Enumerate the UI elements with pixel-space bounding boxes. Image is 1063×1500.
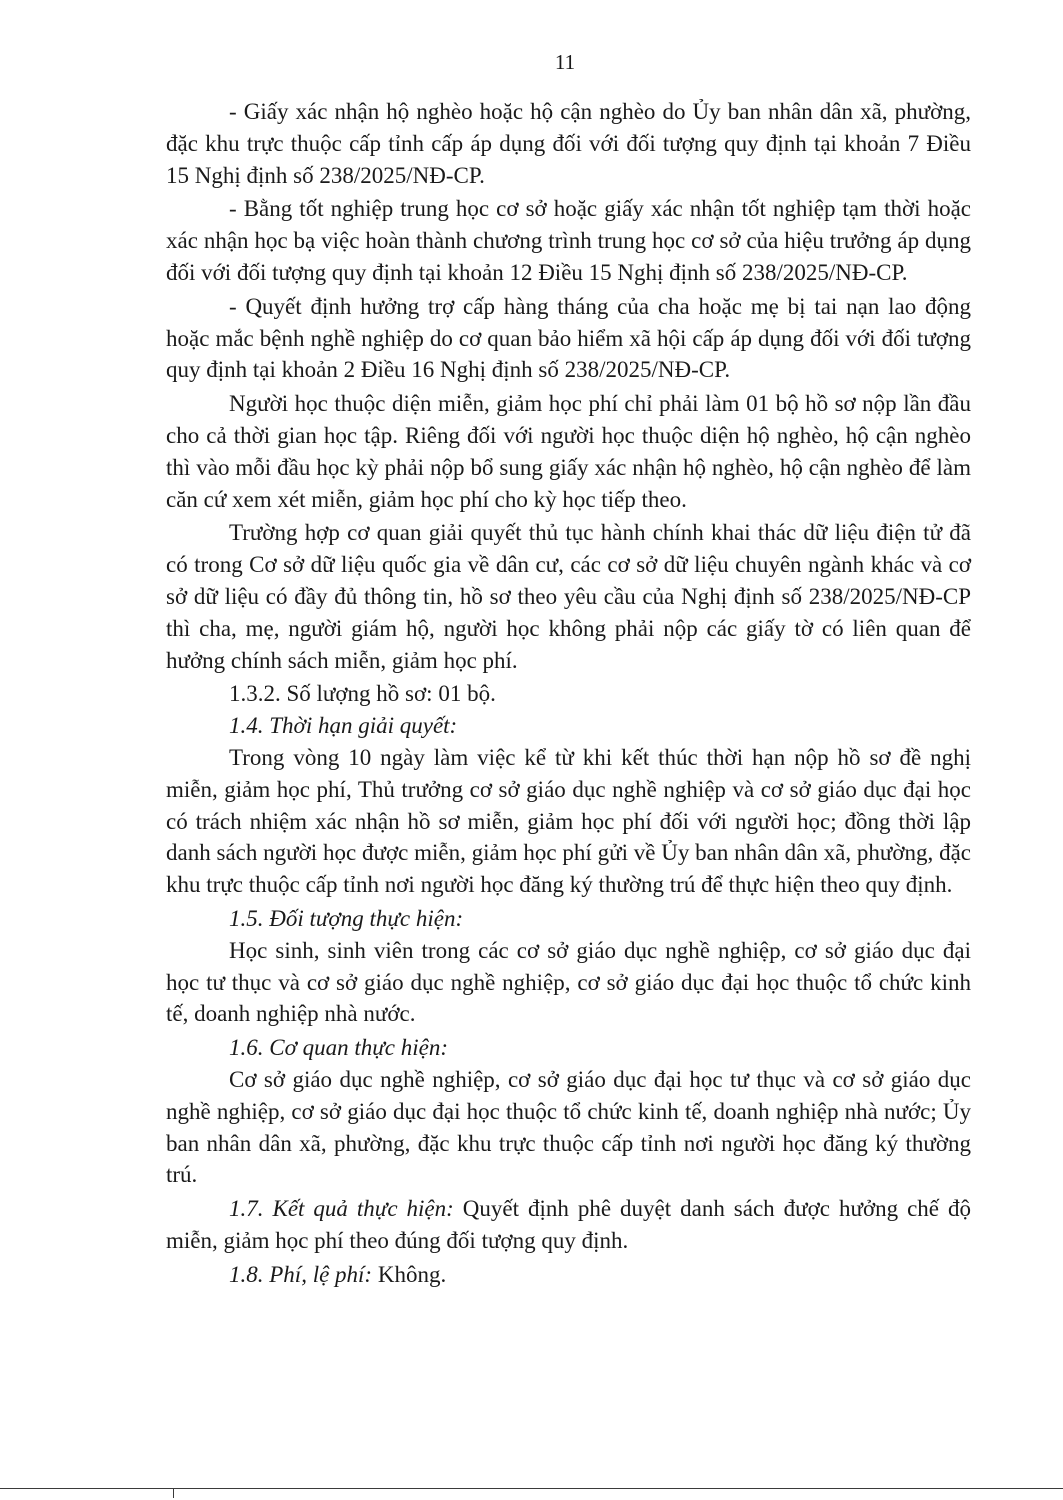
document-body <box>166 96 971 1290</box>
footer-rule <box>0 1488 1063 1489</box>
section-body-processing-time: Trong vòng 10 ngày làm việc kể từ khi kết thúc thời hạn nộp hồ sơ đề nghị miễn, giảm học phí, Thủ trưởng cơ sở giáo dục nghề nghiệp và cơ sở giáo dục đại học có trách nhiệm xác nhận hồ sơ miễn, giảm học phí đối với người học; đồng thời lập danh sách người học được miễn, giảm học phí gửi về Ủy ban nhân dân xã, phường, đặc khu trực thuộc cấp tỉnh nơi người học đăng ký thường trú để thực hiện theo quy định. <box>166 744 971 898</box>
paragraph-dossier-count: 1.3.2. Số lượng hồ sơ: 01 bộ. <box>229 681 496 707</box>
section-heading-agency: 1.6. Cơ quan thực hiện: <box>229 1035 449 1061</box>
section-heading-processing-time: 1.4. Thời hạn giải quyết: <box>229 713 458 739</box>
section-body-agency: Cơ sở giáo dục nghề nghiệp, cơ sở giáo dục đại học tư thục và cơ sở giáo dục nghề nghiệp, cơ sở giáo dục đại học thuộc tổ chức kinh tế, doanh nghiệp nhà nước; Ủy ban nhân dân xã, phường, đặc khu trực thuộc cấp tỉnh nơi người học đăng ký thường trú. <box>166 1066 971 1188</box>
section-body-result: Quyết định phê duyệt danh sách được hưởng chế độ miễn, giảm học phí theo đúng đối tượng quy định. <box>166 1196 971 1253</box>
section-body-fees: Không. <box>372 1261 447 1287</box>
paragraph-allowance-decision: - Quyết định hưởng trợ cấp hàng tháng của cha hoặc mẹ bị tai nạn lao động hoặc mắc bệnh nghề nghiệp do cơ quan bảo hiểm xã hội cấp áp dụng đối với đối tượng quy định tại khoản 2 Điều 16 Nghị định số 238/2025/NĐ-CP. <box>166 293 971 383</box>
section-heading-fees: 1.8. Phí, lệ phí: <box>229 1261 373 1287</box>
section-fees <box>166 1259 971 1291</box>
section-result <box>166 1193 971 1257</box>
paragraph-poverty-certificate: - Giấy xác nhận hộ nghèo hoặc hộ cận nghèo do Ủy ban nhân dân xã, phường, đặc khu trực thuộc cấp tỉnh cấp áp dụng đối với đối tượng quy định tại khoản 7 Điều 15 Nghị định số 238/2025/NĐ-CP. <box>166 99 971 188</box>
paragraph-electronic-data: Trường hợp cơ quan giải quyết thủ tục hành chính khai thác dữ liệu điện tử đã có trong Cơ sở dữ liệu quốc gia về dân cư, các cơ sở dữ liệu chuyên ngành khác và cơ sở dữ liệu có đầy đủ thông tin, hồ sơ theo yêu cầu của Nghị định số 238/2025/NĐ-CP thì cha, mẹ, người giám hộ, người học không phải nộp các giấy tờ có liên quan để hưởng chính sách miễn, giảm học phí. <box>166 520 971 673</box>
paragraph-diploma: - Bằng tốt nghiệp trung học cơ sở hoặc giấy xác nhận tốt nghiệp tạm thời hoặc xác nhận học bạ việc hoàn thành chương trình trung học cơ sở của hiệu trưởng áp dụng đối với đối tượng quy định tại khoản 12 Điều 15 Nghị định số 238/2025/NĐ-CP. <box>166 196 971 285</box>
paragraph-dossier-once: Người học thuộc diện miễn, giảm học phí chỉ phải làm 01 bộ hồ sơ nộp lần đầu cho cả thời gian học tập. Riêng đối với người học thuộc diện hộ nghèo, hộ cận nghèo thì vào mỗi đầu học kỳ phải nộp bổ sung giấy xác nhận hộ nghèo, hộ cận nghèo để làm căn cứ xem xét miễn, giảm học phí cho kỳ học tiếp theo. <box>166 391 971 512</box>
section-heading-result: 1.7. Kết quả thực hiện: <box>229 1196 454 1222</box>
section-body-subjects: Học sinh, sinh viên trong các cơ sở giáo dục nghề nghiệp, cơ sở giáo dục đại học tư thục và cơ sở giáo dục nghề nghiệp, cơ sở giáo dục đại học thuộc tổ chức kinh tế, doanh nghiệp nhà nước. <box>166 937 971 1027</box>
page-number: 11 <box>554 50 576 74</box>
section-heading-subjects: 1.5. Đối tượng thực hiện: <box>229 905 464 931</box>
footer-rule-tick <box>173 1488 174 1498</box>
